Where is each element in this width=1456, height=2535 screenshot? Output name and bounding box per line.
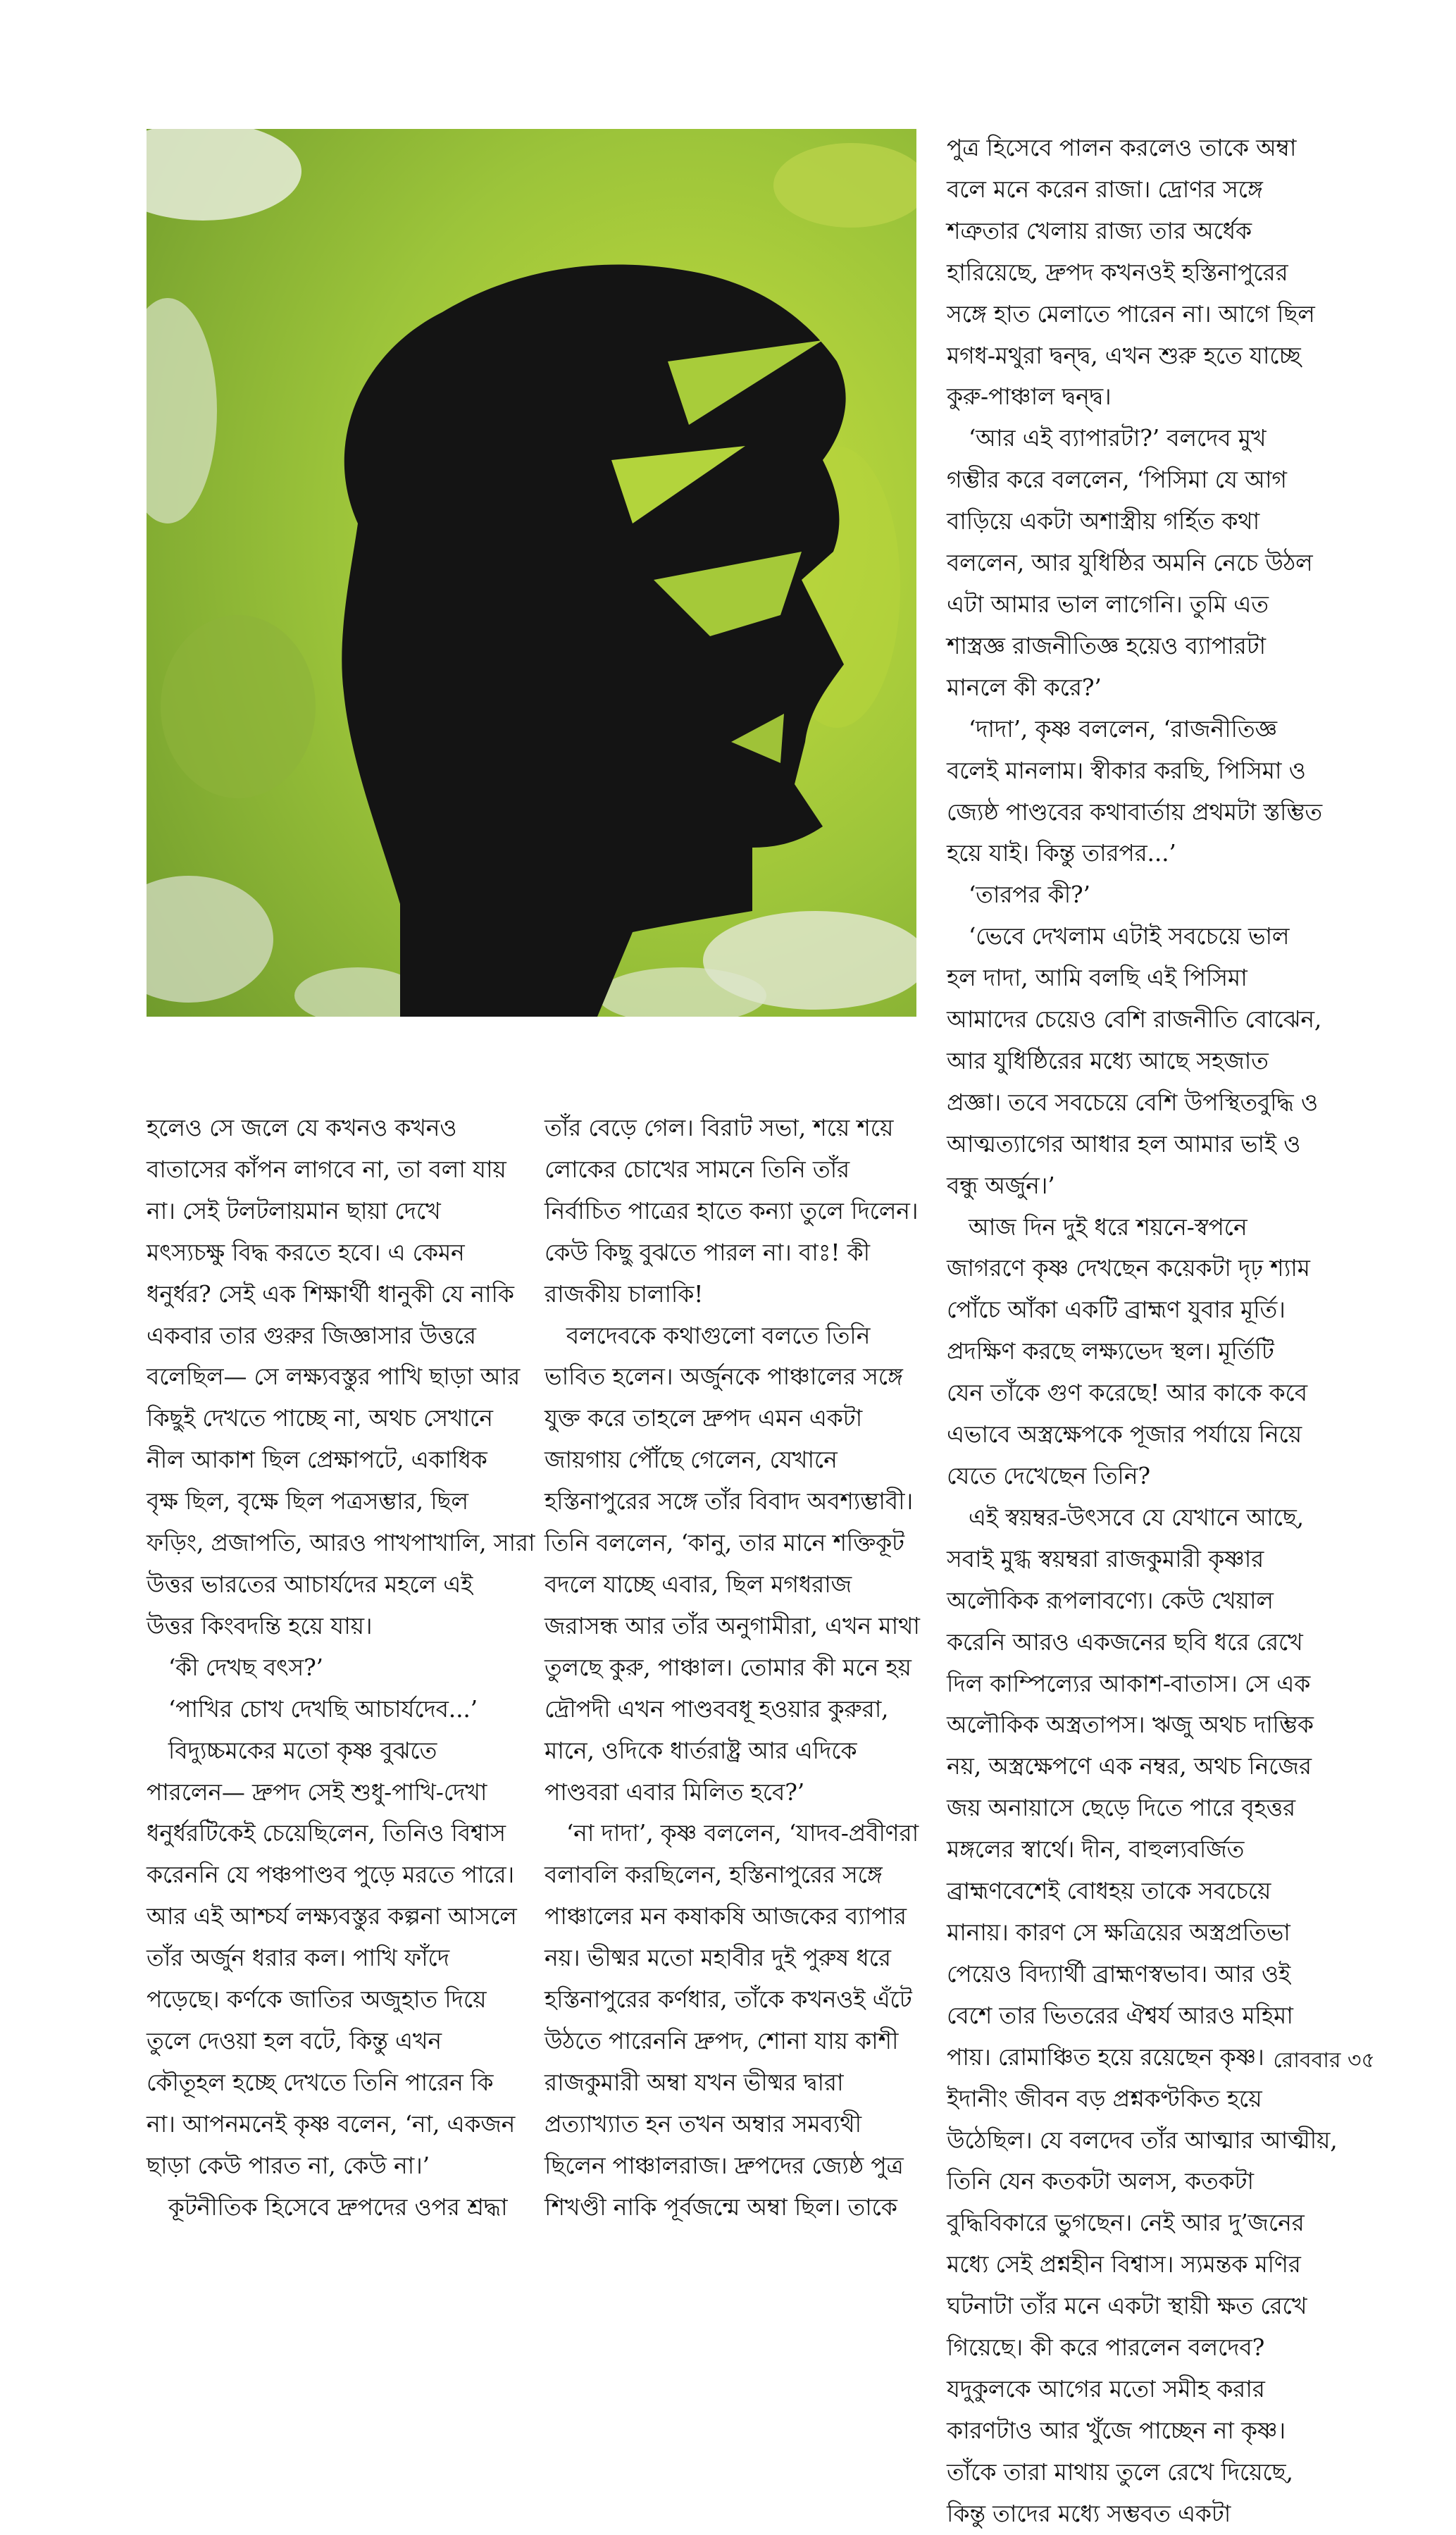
illustration-silhouette-image <box>147 129 916 1017</box>
article-column-left: হলেও সে জলে যে কখনও কখনও বাতাসের কাঁপন লাগবে না, তা বলা যায় না। সেই টলটলায়মান ছায়া দেখে মৎস্যচক্ষু বিদ্ধ করতে হবে। এ কেমন ধনুর্ধর? সেই এক শিক্ষার্থী ধানুকী যে নাকি একবার তার গুরুর জিজ্ঞাসার উত্তরে বলেছিল— সে লক্ষ্যবস্তুর পাখি ছাড়া আর কিছুই দেখতে পাচ্ছে না, অথচ সেখানে নীল আকাশ ছিল প্রেক্ষাপটে, একাধিক বৃক্ষ ছিল, বৃক্ষে ছিল পত্রসম্ভার, ছিল ফড়িং, প্রজাপতি, আরও পাখপাখালি, সারা উত্তর ভারতের আচার্যদের মহলে এই উত্তর কিংবদন্তি হয়ে যায়। ‘কী দেখছ বৎস?’ ‘পাখির চোখ দেখছি আচার্যদেব...’ বিদ্যুচ্চমকের মতো কৃষ্ণ বুঝতে পারলেন— দ্রুপদ সেই শুধু-পাখি-দেখা ধনুর্ধরটিকেই চেয়েছিলেন, তিনিও বিশ্বাস করেননি যে পঞ্চপাণ্ডব পুড়ে মরতে পারে। আর এই আশ্চর্য লক্ষ্যবস্তুর কল্পনা আসলে তাঁর অর্জুন ধরার কল। পাখি ফাঁদে পড়েছে। কর্ণকে জাতির অজুহাত দিয়ে তুলে দেওয়া হল বটে, কিন্তু এখন কৌতূহল হচ্ছে দেখতে তিনি পারেন কি না। আপনমনেই কৃষ্ণ বলেন, ‘না, একজন ছাড়া কেউ পারত না, কেউ না।’ কূটনীতিক হিসেবে দ্রুপদের ওপর শ্রদ্ধা <box>147 1114 535 2221</box>
article-column-right: পুত্র হিসেবে পালন করলেও তাকে অম্বা বলে মনে করেন রাজা। দ্রোণর সঙ্গে শত্রুতার খেলায় রাজ্য তার অর্ধেক হারিয়েছে, দ্রুপদ কখনওই হস্তিনাপুরের সঙ্গে হাত মেলাতে পারেন না। আগে ছিল মগধ-মথুরা দ্বন্দ্ব, এখন শুরু হতে যাচ্ছে কুরু-পাঞ্চাল দ্বন্দ্ব। ‘আর এই ব্যাপারটা?’ বলদেব মুখ গম্ভীর করে বললেন, ‘পিসিমা যে আগ বাড়িয়ে একটা অশাস্ত্রীয় গর্হিত কথা বললেন, আর যুধিষ্ঠির অমনি নেচে উঠল এটা আমার ভাল লাগেনি। তুমি এত শাস্ত্রজ্ঞ রাজনীতিজ্ঞ হয়েও ব্যাপারটা মানলে কী করে?’ ‘দাদা’, কৃষ্ণ বললেন, ‘রাজনীতিজ্ঞ বলেই মানলাম। স্বীকার করছি, পিসিমা ও জ্যেষ্ঠ পাণ্ডবের কথাবার্তায় প্রথমটা স্তম্ভিত হয়ে যাই। কিন্তু তারপর...’ ‘তারপর কী?’ ‘ভেবে দেখলাম এটাই সবচেয়ে ভাল হল দাদা, আমি বলছি এই পিসিমা আমাদের চেয়েও বেশি রাজনীতি বোঝেন, আর যুধিষ্ঠিরের মধ্যে আছে সহজাত প্রজ্ঞা। তবে সবচেয়ে বেশি উপস্থিতবুদ্ধি ও আত্মত্যাগের আধার হল আমার ভাই ও বন্ধু অর্জুন।’ আজ দিন দুই ধরে শয়নে-স্বপনে জাগরণে কৃষ্ণ দেখছেন কয়েকটা দৃঢ় শ্যাম পোঁচে আঁকা একটি ব্রাহ্মণ যুবার মূর্তি। প্রদক্ষিণ করছে লক্ষ্যভেদ স্থল। মূর্তিটি যেন তাঁকে গুণ করেছে! আর কাকে কবে এভাবে অস্ত্রক্ষেপকে পূজার পর্যায়ে নিয়ে যেতে দেখেছেন তিনি? এই স্বয়ম্বর-উৎসবে যে যেখানে আছে, সবাই মুগ্ধ স্বয়ম্বরা রাজকুমারী কৃষ্ণার অলৌকিক রূপলাবণ্যে। কেউ খেয়াল করেনি আরও একজনের ছবি ধরে রেখে দিল কাম্পিল্যের আকাশ-বাতাস। সে এক অলৌকিক অস্ত্রতাপস। ঋজু অথচ দাম্ভিক নয়, অস্ত্রক্ষেপণে এক নম্বর, অথচ নিজের জয় অনায়াসে ছেড়ে দিতে পারে বৃহত্তর মঙ্গলের স্বার্থে। দীন, বাহুল্যবর্জিত ব্রাহ্মণবেশেই বোধহয় তাকে সবচেয়ে মানায়। কারণ সে ক্ষত্রিয়ের অস্ত্রপ্রতিভা পেয়েও বিদ্যার্থী ব্রাহ্মণস্বভাব। আর ওই বেশে তার ভিতরের ঐশ্বর্য আরও মহিমা পায়। রোমাঞ্চিত হয়ে রয়েছেন কৃষ্ণ। ইদানীং জীবন বড় প্রশ্নকণ্টকিত হয়ে উঠেছিল। যে বলদেব তাঁর আত্মার আত্মীয়, তিনি যেন কতকটা অলস, কতকটা বুদ্ধিবিকারে ভুগছেন। নেই আর দু’জনের মধ্যে সেই প্রশ্নহীন বিশ্বাস। স্যমন্তক মণির ঘটনাটা তাঁর মনে একটা স্থায়ী ক্ষত রেখে গিয়েছে। কী করে পারলেন বলদেব? যদুকুলকে আগের মতো সমীহ করার কারণটাও আর খুঁজে পাচ্ছেন না কৃষ্ণ। তাঁকে তারা মাথায় তুলে রেখে দিয়েছে, কিন্তু তাদের মধ্যে সম্ভবত একটা <box>947 134 1338 2527</box>
page-footer-label: রোববার ৩৫ <box>1273 2048 1375 2073</box>
article-column-middle: তাঁর বেড়ে গেল। বিরাট সভা, শয়ে শয়ে লোকের চোখের সামনে তিনি তাঁর নির্বাচিত পাত্রের হাতে কন্যা তুলে দিলেন। কেউ কিছু বুঝতে পারল না। বাঃ! কী রাজকীয় চালাকি! বলদেবকে কথাগুলো বলতে তিনি ভাবিত হলেন। অর্জুনকে পাঞ্চালের সঙ্গে যুক্ত করে তাহলে দ্রুপদ এমন একটা জায়গায় পৌঁছে গেলেন, যেখানে হস্তিনাপুরের সঙ্গে তাঁর বিবাদ অবশ্যম্ভাবী। তিনি বললেন, ‘কানু, তার মানে শক্তিকূট বদলে যাচ্ছে এবার, ছিল মগধরাজ জরাসন্ধ আর তাঁর অনুগামীরা, এখন মাথা তুলছে কুরু, পাঞ্চাল। তোমার কী মনে হয় দ্রৌপদী এখন পাণ্ডববধূ হওয়ার কুরুরা, মানে, ওদিকে ধার্তরাষ্ট্র আর এদিকে পাণ্ডবরা এবার মিলিত হবে?’ ‘না দাদা’, কৃষ্ণ বললেন, ‘যাদব-প্রবীণরা বলাবলি করছিলেন, হস্তিনাপুরের সঙ্গে পাঞ্চালের মন কষাকষি আজকের ব্যাপার নয়। ভীষ্মর মতো মহাবীর দুই পুরুষ ধরে হস্তিনাপুরের কর্ণধার, তাঁকে কখনওই এঁটে উঠতে পারেননি দ্রুপদ, শোনা যায় কাশী রাজকুমারী অম্বা যখন ভীষ্মর দ্বারা প্রত্যাখ্যাত হন তখন অম্বার সমব্যথী ছিলেন পাঞ্চালরাজ। দ্রুপদের জ্যেষ্ঠ পুত্র শিখণ্ডী নাকি পূর্বজন্মে অম্বা ছিল। তাকে <box>545 1114 920 2221</box>
